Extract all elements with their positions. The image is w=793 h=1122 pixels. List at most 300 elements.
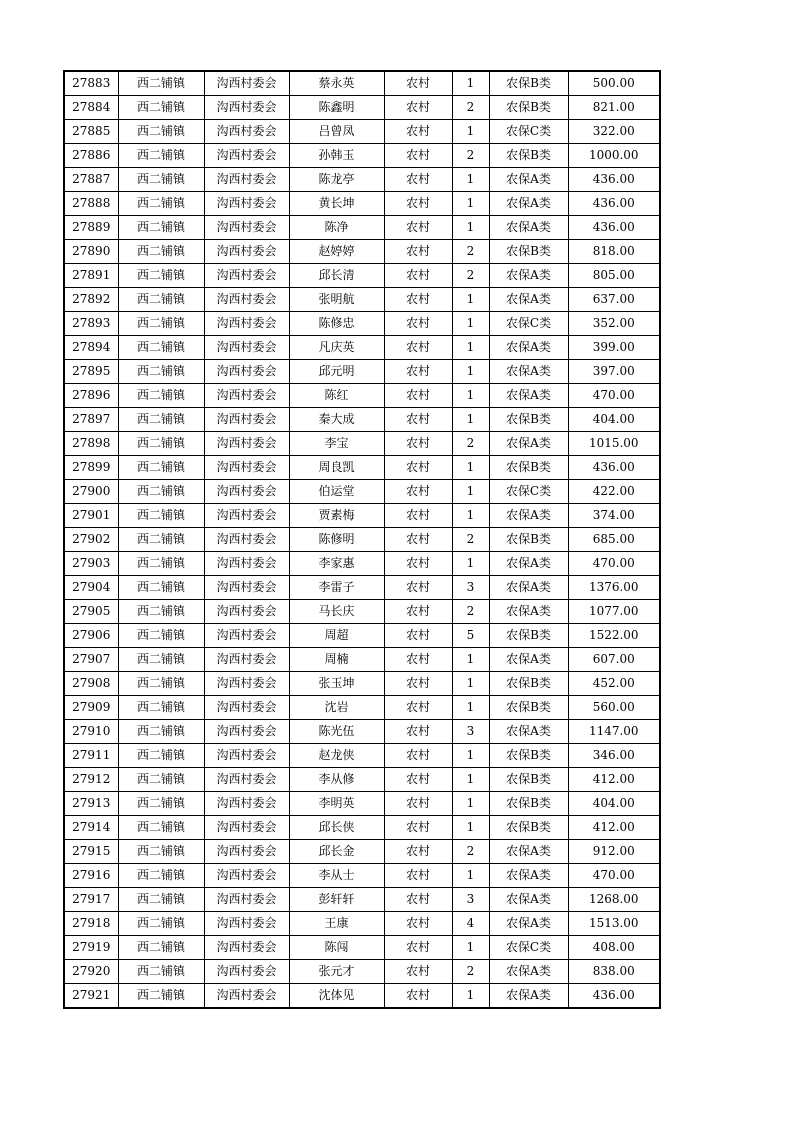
cell-residence-type: 农村: [384, 216, 452, 240]
cell-amount: 500.00: [568, 71, 660, 96]
cell-person-count: 5: [452, 624, 489, 648]
cell-residence-type: 农村: [384, 144, 452, 168]
cell-amount: 685.00: [568, 528, 660, 552]
cell-person-name: 李雷子: [289, 576, 384, 600]
cell-person-name: 李明英: [289, 792, 384, 816]
cell-amount: 374.00: [568, 504, 660, 528]
cell-residence-type: 农村: [384, 912, 452, 936]
cell-record-id: 27896: [64, 384, 118, 408]
cell-record-id: 27886: [64, 144, 118, 168]
cell-village-committee: 沟西村委会: [204, 384, 289, 408]
cell-town: 西二铺镇: [118, 120, 204, 144]
cell-town: 西二铺镇: [118, 144, 204, 168]
cell-person-count: 1: [452, 360, 489, 384]
cell-person-name: 陈修明: [289, 528, 384, 552]
table-row: [64, 600, 660, 624]
cell-residence-type: 农村: [384, 408, 452, 432]
cell-residence-type: 农村: [384, 528, 452, 552]
cell-person-count: 2: [452, 240, 489, 264]
cell-residence-type: 农村: [384, 240, 452, 264]
cell-town: 西二铺镇: [118, 96, 204, 120]
cell-town: 西二铺镇: [118, 432, 204, 456]
cell-village-committee: 沟西村委会: [204, 912, 289, 936]
cell-village-committee: 沟西村委会: [204, 432, 289, 456]
cell-insurance-category: 农保B类: [489, 672, 568, 696]
cell-residence-type: 农村: [384, 576, 452, 600]
cell-person-count: 1: [452, 384, 489, 408]
cell-amount: 838.00: [568, 960, 660, 984]
cell-town: 西二铺镇: [118, 456, 204, 480]
cell-amount: 397.00: [568, 360, 660, 384]
cell-amount: 1513.00: [568, 912, 660, 936]
cell-person-count: 3: [452, 888, 489, 912]
table-row: [64, 96, 660, 120]
cell-village-committee: 沟西村委会: [204, 720, 289, 744]
cell-residence-type: 农村: [384, 936, 452, 960]
cell-village-committee: 沟西村委会: [204, 120, 289, 144]
cell-residence-type: 农村: [384, 792, 452, 816]
cell-person-count: 2: [452, 528, 489, 552]
cell-town: 西二铺镇: [118, 816, 204, 840]
cell-insurance-category: 农保B类: [489, 240, 568, 264]
cell-record-id: 27901: [64, 504, 118, 528]
cell-person-count: 2: [452, 432, 489, 456]
cell-residence-type: 农村: [384, 456, 452, 480]
cell-amount: 322.00: [568, 120, 660, 144]
cell-residence-type: 农村: [384, 264, 452, 288]
cell-village-committee: 沟西村委会: [204, 768, 289, 792]
cell-residence-type: 农村: [384, 312, 452, 336]
cell-person-count: 1: [452, 480, 489, 504]
table-row: [64, 240, 660, 264]
cell-record-id: 27921: [64, 984, 118, 1009]
table-row: [64, 696, 660, 720]
cell-person-count: 1: [452, 672, 489, 696]
cell-village-committee: 沟西村委会: [204, 408, 289, 432]
cell-residence-type: 农村: [384, 192, 452, 216]
cell-amount: 352.00: [568, 312, 660, 336]
cell-town: 西二铺镇: [118, 528, 204, 552]
cell-person-name: 张元才: [289, 960, 384, 984]
cell-village-committee: 沟西村委会: [204, 71, 289, 96]
cell-record-id: 27897: [64, 408, 118, 432]
cell-amount: 1077.00: [568, 600, 660, 624]
cell-town: 西二铺镇: [118, 696, 204, 720]
cell-record-id: 27884: [64, 96, 118, 120]
table-row: [64, 864, 660, 888]
cell-village-committee: 沟西村委会: [204, 648, 289, 672]
cell-record-id: 27905: [64, 600, 118, 624]
table-row: [64, 960, 660, 984]
cell-person-name: 张明航: [289, 288, 384, 312]
cell-record-id: 27914: [64, 816, 118, 840]
cell-person-name: 陈光伍: [289, 720, 384, 744]
cell-record-id: 27910: [64, 720, 118, 744]
cell-residence-type: 农村: [384, 288, 452, 312]
cell-village-committee: 沟西村委会: [204, 192, 289, 216]
cell-town: 西二铺镇: [118, 912, 204, 936]
cell-residence-type: 农村: [384, 504, 452, 528]
cell-village-committee: 沟西村委会: [204, 672, 289, 696]
cell-insurance-category: 农保A类: [489, 216, 568, 240]
cell-person-name: 邱长侠: [289, 816, 384, 840]
cell-person-name: 邱长金: [289, 840, 384, 864]
cell-village-committee: 沟西村委会: [204, 624, 289, 648]
cell-insurance-category: 农保A类: [489, 264, 568, 288]
cell-town: 西二铺镇: [118, 888, 204, 912]
cell-insurance-category: 农保A类: [489, 720, 568, 744]
cell-person-name: 蔡永英: [289, 71, 384, 96]
cell-person-count: 2: [452, 960, 489, 984]
cell-record-id: 27906: [64, 624, 118, 648]
cell-record-id: 27904: [64, 576, 118, 600]
cell-insurance-category: 农保B类: [489, 696, 568, 720]
table-row: [64, 456, 660, 480]
cell-person-count: 1: [452, 71, 489, 96]
cell-town: 西二铺镇: [118, 720, 204, 744]
table-row: [64, 576, 660, 600]
cell-person-count: 2: [452, 144, 489, 168]
cell-amount: 560.00: [568, 696, 660, 720]
cell-town: 西二铺镇: [118, 264, 204, 288]
table-row: [64, 336, 660, 360]
cell-amount: 436.00: [568, 216, 660, 240]
cell-amount: 436.00: [568, 456, 660, 480]
cell-person-count: 1: [452, 864, 489, 888]
table-row: [64, 504, 660, 528]
cell-person-name: 陈修忠: [289, 312, 384, 336]
cell-town: 西二铺镇: [118, 840, 204, 864]
cell-record-id: 27893: [64, 312, 118, 336]
cell-person-name: 赵婷婷: [289, 240, 384, 264]
cell-village-committee: 沟西村委会: [204, 984, 289, 1009]
cell-town: 西二铺镇: [118, 240, 204, 264]
cell-village-committee: 沟西村委会: [204, 792, 289, 816]
cell-person-name: 贾素梅: [289, 504, 384, 528]
cell-town: 西二铺镇: [118, 600, 204, 624]
cell-record-id: 27913: [64, 792, 118, 816]
cell-town: 西二铺镇: [118, 360, 204, 384]
cell-residence-type: 农村: [384, 360, 452, 384]
cell-residence-type: 农村: [384, 864, 452, 888]
cell-amount: 1000.00: [568, 144, 660, 168]
cell-insurance-category: 农保B类: [489, 456, 568, 480]
cell-insurance-category: 农保A类: [489, 192, 568, 216]
cell-record-id: 27908: [64, 672, 118, 696]
table-row: [64, 264, 660, 288]
cell-amount: 607.00: [568, 648, 660, 672]
cell-insurance-category: 农保B类: [489, 816, 568, 840]
cell-record-id: 27899: [64, 456, 118, 480]
cell-amount: 412.00: [568, 768, 660, 792]
cell-insurance-category: 农保A类: [489, 912, 568, 936]
table-row: [64, 360, 660, 384]
cell-residence-type: 农村: [384, 888, 452, 912]
cell-amount: 436.00: [568, 984, 660, 1009]
cell-amount: 436.00: [568, 168, 660, 192]
cell-insurance-category: 农保A类: [489, 600, 568, 624]
cell-person-count: 1: [452, 552, 489, 576]
cell-town: 西二铺镇: [118, 312, 204, 336]
cell-village-committee: 沟西村委会: [204, 360, 289, 384]
cell-residence-type: 农村: [384, 71, 452, 96]
table-row: [64, 840, 660, 864]
cell-insurance-category: 农保A类: [489, 984, 568, 1009]
table-row: [64, 720, 660, 744]
table-row: [64, 768, 660, 792]
cell-residence-type: 农村: [384, 384, 452, 408]
cell-insurance-category: 农保B类: [489, 71, 568, 96]
cell-residence-type: 农村: [384, 432, 452, 456]
cell-amount: 821.00: [568, 96, 660, 120]
cell-person-count: 4: [452, 912, 489, 936]
cell-town: 西二铺镇: [118, 864, 204, 888]
cell-person-name: 王康: [289, 912, 384, 936]
cell-record-id: 27894: [64, 336, 118, 360]
cell-town: 西二铺镇: [118, 576, 204, 600]
cell-amount: 412.00: [568, 816, 660, 840]
cell-insurance-category: 农保A类: [489, 552, 568, 576]
cell-insurance-category: 农保C类: [489, 936, 568, 960]
cell-person-count: 1: [452, 288, 489, 312]
cell-town: 西二铺镇: [118, 624, 204, 648]
cell-insurance-category: 农保B类: [489, 792, 568, 816]
cell-insurance-category: 农保A类: [489, 504, 568, 528]
cell-person-name: 李宝: [289, 432, 384, 456]
cell-record-id: 27895: [64, 360, 118, 384]
cell-residence-type: 农村: [384, 840, 452, 864]
cell-village-committee: 沟西村委会: [204, 600, 289, 624]
cell-record-id: 27900: [64, 480, 118, 504]
cell-town: 西二铺镇: [118, 672, 204, 696]
table-row: [64, 792, 660, 816]
table-row: [64, 71, 660, 96]
cell-person-name: 沈岩: [289, 696, 384, 720]
cell-town: 西二铺镇: [118, 192, 204, 216]
cell-person-count: 1: [452, 936, 489, 960]
cell-person-count: 2: [452, 600, 489, 624]
benefit-roster-table: [63, 70, 661, 1009]
cell-village-committee: 沟西村委会: [204, 888, 289, 912]
cell-amount: 1147.00: [568, 720, 660, 744]
cell-record-id: 27891: [64, 264, 118, 288]
cell-record-id: 27889: [64, 216, 118, 240]
cell-amount: 436.00: [568, 192, 660, 216]
cell-residence-type: 农村: [384, 336, 452, 360]
cell-person-name: 吕曾凤: [289, 120, 384, 144]
cell-insurance-category: 农保C类: [489, 480, 568, 504]
cell-insurance-category: 农保A类: [489, 840, 568, 864]
cell-record-id: 27911: [64, 744, 118, 768]
cell-person-count: 1: [452, 456, 489, 480]
cell-town: 西二铺镇: [118, 936, 204, 960]
table-row: [64, 432, 660, 456]
cell-town: 西二铺镇: [118, 480, 204, 504]
table-row: [64, 192, 660, 216]
cell-person-name: 沈体见: [289, 984, 384, 1009]
table-row: [64, 408, 660, 432]
cell-insurance-category: 农保B类: [489, 624, 568, 648]
cell-town: 西二铺镇: [118, 960, 204, 984]
cell-person-count: 3: [452, 576, 489, 600]
cell-town: 西二铺镇: [118, 792, 204, 816]
cell-town: 西二铺镇: [118, 648, 204, 672]
table-row: [64, 648, 660, 672]
cell-person-name: 周超: [289, 624, 384, 648]
cell-residence-type: 农村: [384, 624, 452, 648]
cell-person-name: 赵龙侠: [289, 744, 384, 768]
cell-village-committee: 沟西村委会: [204, 936, 289, 960]
cell-residence-type: 农村: [384, 552, 452, 576]
cell-person-count: 2: [452, 264, 489, 288]
cell-person-name: 陈红: [289, 384, 384, 408]
cell-amount: 399.00: [568, 336, 660, 360]
cell-person-name: 陈闯: [289, 936, 384, 960]
cell-insurance-category: 农保A类: [489, 432, 568, 456]
table-row: [64, 888, 660, 912]
cell-village-committee: 沟西村委会: [204, 552, 289, 576]
cell-person-count: 1: [452, 312, 489, 336]
table-row: [64, 120, 660, 144]
cell-amount: 346.00: [568, 744, 660, 768]
cell-village-committee: 沟西村委会: [204, 840, 289, 864]
cell-amount: 452.00: [568, 672, 660, 696]
cell-record-id: 27888: [64, 192, 118, 216]
cell-person-name: 李家惠: [289, 552, 384, 576]
cell-record-id: 27912: [64, 768, 118, 792]
cell-person-name: 马长庆: [289, 600, 384, 624]
cell-village-committee: 沟西村委会: [204, 504, 289, 528]
cell-person-name: 陈净: [289, 216, 384, 240]
cell-town: 西二铺镇: [118, 984, 204, 1009]
cell-record-id: 27919: [64, 936, 118, 960]
cell-village-committee: 沟西村委会: [204, 696, 289, 720]
table-row: [64, 528, 660, 552]
cell-residence-type: 农村: [384, 648, 452, 672]
cell-record-id: 27890: [64, 240, 118, 264]
cell-amount: 1376.00: [568, 576, 660, 600]
cell-record-id: 27892: [64, 288, 118, 312]
cell-insurance-category: 农保C类: [489, 120, 568, 144]
cell-amount: 408.00: [568, 936, 660, 960]
cell-residence-type: 农村: [384, 480, 452, 504]
cell-insurance-category: 农保A类: [489, 384, 568, 408]
cell-insurance-category: 农保A类: [489, 336, 568, 360]
cell-record-id: 27903: [64, 552, 118, 576]
cell-amount: 805.00: [568, 264, 660, 288]
cell-residence-type: 农村: [384, 120, 452, 144]
cell-amount: 404.00: [568, 408, 660, 432]
cell-person-count: 1: [452, 696, 489, 720]
cell-insurance-category: 农保A类: [489, 648, 568, 672]
cell-person-name: 秦大成: [289, 408, 384, 432]
table-row: [64, 216, 660, 240]
cell-town: 西二铺镇: [118, 168, 204, 192]
cell-village-committee: 沟西村委会: [204, 336, 289, 360]
cell-village-committee: 沟西村委会: [204, 744, 289, 768]
table-row: [64, 744, 660, 768]
cell-amount: 422.00: [568, 480, 660, 504]
cell-residence-type: 农村: [384, 720, 452, 744]
cell-record-id: 27907: [64, 648, 118, 672]
cell-town: 西二铺镇: [118, 384, 204, 408]
cell-town: 西二铺镇: [118, 408, 204, 432]
cell-record-id: 27916: [64, 864, 118, 888]
cell-town: 西二铺镇: [118, 552, 204, 576]
cell-person-name: 陈龙亭: [289, 168, 384, 192]
cell-record-id: 27898: [64, 432, 118, 456]
cell-town: 西二铺镇: [118, 744, 204, 768]
cell-residence-type: 农村: [384, 984, 452, 1009]
cell-residence-type: 农村: [384, 696, 452, 720]
cell-village-committee: 沟西村委会: [204, 576, 289, 600]
table-body: [64, 71, 660, 1008]
cell-insurance-category: 农保B类: [489, 744, 568, 768]
cell-insurance-category: 农保B类: [489, 408, 568, 432]
cell-village-committee: 沟西村委会: [204, 816, 289, 840]
cell-record-id: 27915: [64, 840, 118, 864]
cell-record-id: 27885: [64, 120, 118, 144]
cell-person-name: 李从修: [289, 768, 384, 792]
cell-person-count: 1: [452, 336, 489, 360]
table-row: [64, 168, 660, 192]
cell-insurance-category: 农保A类: [489, 576, 568, 600]
cell-residence-type: 农村: [384, 816, 452, 840]
cell-person-count: 1: [452, 648, 489, 672]
cell-person-count: 1: [452, 192, 489, 216]
cell-insurance-category: 农保A类: [489, 360, 568, 384]
cell-residence-type: 农村: [384, 744, 452, 768]
cell-person-count: 2: [452, 840, 489, 864]
cell-person-count: 3: [452, 720, 489, 744]
cell-amount: 404.00: [568, 792, 660, 816]
cell-residence-type: 农村: [384, 600, 452, 624]
cell-insurance-category: 农保A类: [489, 864, 568, 888]
cell-amount: 818.00: [568, 240, 660, 264]
cell-amount: 470.00: [568, 384, 660, 408]
cell-person-count: 2: [452, 96, 489, 120]
cell-residence-type: 农村: [384, 96, 452, 120]
cell-record-id: 27902: [64, 528, 118, 552]
cell-town: 西二铺镇: [118, 336, 204, 360]
cell-insurance-category: 农保A类: [489, 168, 568, 192]
cell-town: 西二铺镇: [118, 768, 204, 792]
cell-record-id: 27918: [64, 912, 118, 936]
cell-person-count: 1: [452, 984, 489, 1009]
cell-village-committee: 沟西村委会: [204, 960, 289, 984]
table-row: [64, 480, 660, 504]
cell-amount: 470.00: [568, 552, 660, 576]
table-row: [64, 384, 660, 408]
cell-insurance-category: 农保B类: [489, 144, 568, 168]
cell-person-count: 1: [452, 408, 489, 432]
cell-village-committee: 沟西村委会: [204, 864, 289, 888]
cell-insurance-category: 农保B类: [489, 768, 568, 792]
cell-person-name: 张玉坤: [289, 672, 384, 696]
cell-village-committee: 沟西村委会: [204, 312, 289, 336]
cell-person-name: 周楠: [289, 648, 384, 672]
cell-residence-type: 农村: [384, 168, 452, 192]
cell-amount: 1268.00: [568, 888, 660, 912]
cell-person-count: 1: [452, 768, 489, 792]
cell-person-name: 邱元明: [289, 360, 384, 384]
cell-town: 西二铺镇: [118, 504, 204, 528]
cell-record-id: 27920: [64, 960, 118, 984]
cell-amount: 637.00: [568, 288, 660, 312]
cell-record-id: 27887: [64, 168, 118, 192]
cell-person-name: 黄长坤: [289, 192, 384, 216]
cell-person-count: 1: [452, 792, 489, 816]
